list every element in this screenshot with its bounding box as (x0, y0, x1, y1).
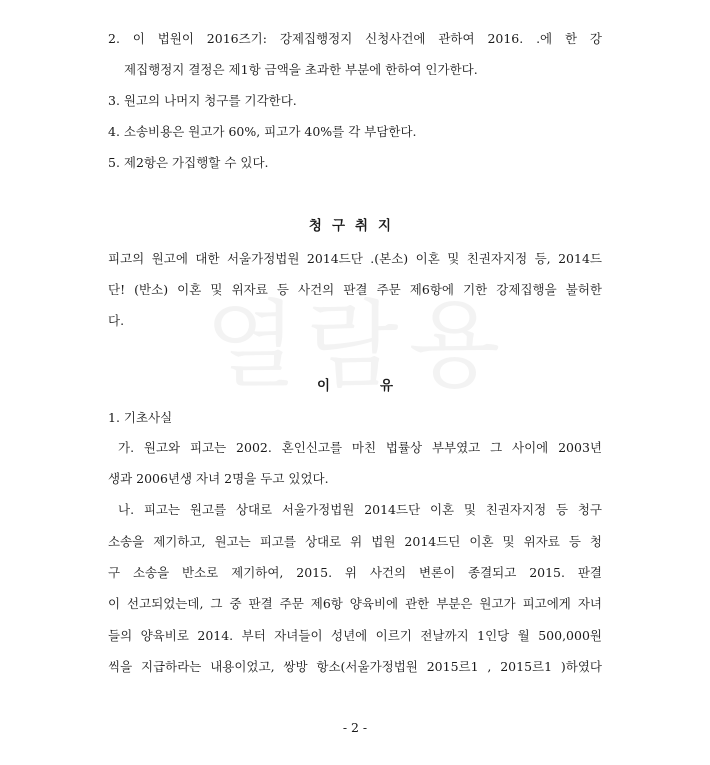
order-item-2-cont: 제집행정지 결정은 제1항 금액을 초과한 부분에 한하여 인가한다. (124, 62, 478, 77)
order-item-2: 2. 이 법원이 2016즈기: 강제집행정지 신청사건에 관하여 2016. .에 한 강 (108, 31, 602, 46)
reason-line: 가. 원고와 피고는 2002. 혼인신고를 마친 법률상 부부였고 그 사이에 2003년 (118, 440, 602, 455)
order-item-3: 3. 원고의 나머지 청구를 기각한다. (108, 93, 297, 108)
reason-line: 들의 양육비로 2014. 부터 자녀들이 성년에 이르기 전날까지 1인당 월 500,000원 (108, 628, 602, 643)
reason-line: 구 소송을 반소로 제기하여, 2015. 위 사건의 변론이 종결되고 2015. 판결 (108, 565, 602, 580)
claim-line: 피고의 원고에 대한 서울가정법원 2014드단 .(본소) 이혼 및 친권자지정 등, 2014드 (108, 251, 602, 266)
page-number: - 2 - (342, 720, 368, 735)
reason-line: 이 선고되었는데, 그 중 판결 주문 제6항 양육비에 관한 부분은 원고가 피고에게 자녀 (108, 596, 602, 611)
reason-line: 씩을 지급하라는 내용이었고, 쌍방 항소(서울가정법원 2015르1 , 2015르1 )하였다 (108, 659, 602, 674)
claim-line: 단! (반소) 이혼 및 위자료 등 사건의 판결 주문 제6항에 기한 강제집행을 불허한 (108, 282, 602, 297)
order-item-5: 5. 제2항은 가집행할 수 있다. (108, 155, 269, 170)
reason-line: 소송을 제기하고, 원고는 피고를 상대로 위 법원 2014드딘 이혼 및 위자료 등 청 (108, 534, 602, 549)
section-title: 1. 기초사실 (108, 410, 173, 425)
reason-line: 나. 피고는 원고를 상대로 서울가정법원 2014드단 이혼 및 친권자지정 등 청구 (118, 502, 602, 517)
claim-line: 다. (108, 313, 125, 328)
claim-heading: 청구취지 (308, 218, 402, 234)
reason-heading: 이유 (316, 378, 444, 394)
order-item-4: 4. 소송비용은 원고가 60%, 피고가 40%를 각 부담한다. (108, 124, 417, 139)
reason-line: 생과 2006년생 자녀 2명을 두고 있었다. (108, 471, 329, 486)
